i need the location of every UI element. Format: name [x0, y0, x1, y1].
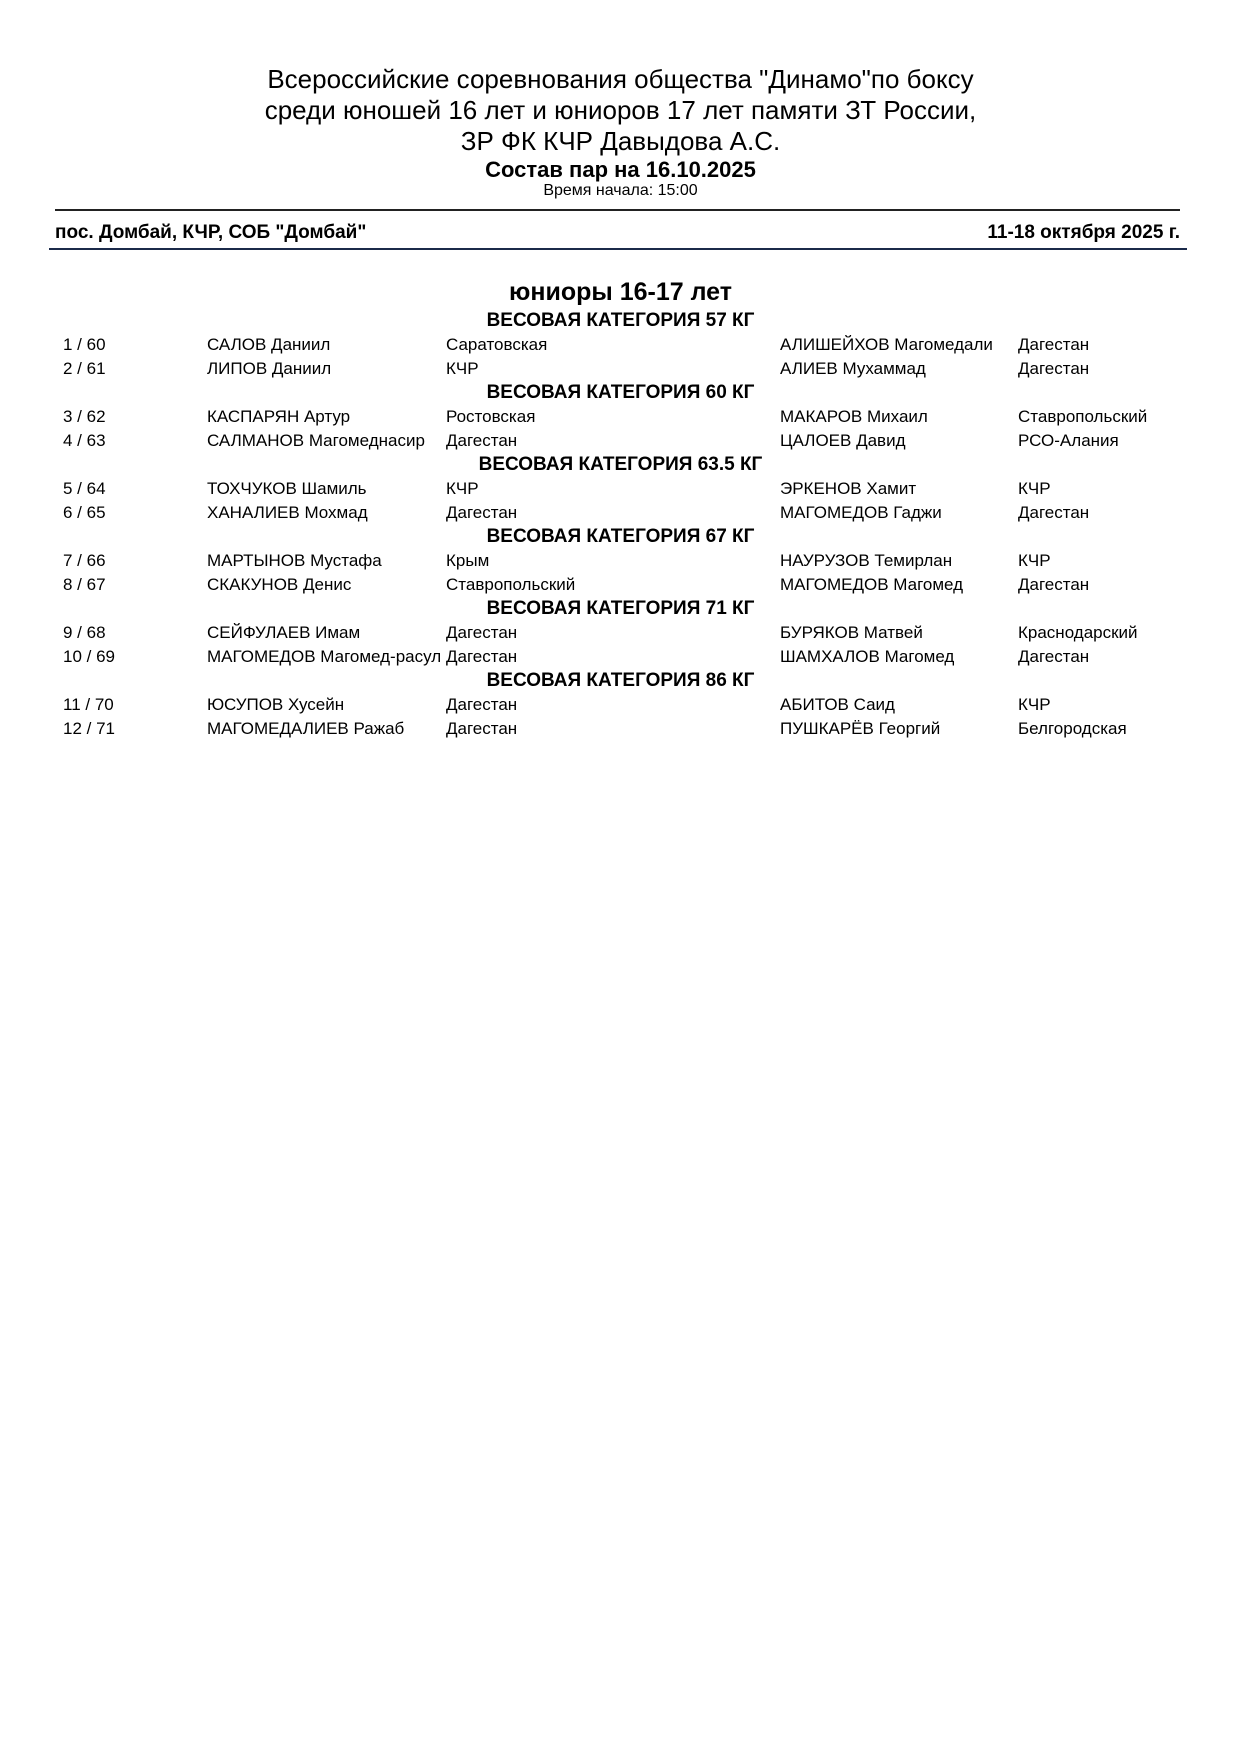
weight-category-heading: ВЕСОВАЯ КАТЕГОРИЯ 63.5 КГ: [478, 454, 763, 475]
weight-category-heading: ВЕСОВАЯ КАТЕГОРИЯ 86 КГ: [486, 670, 755, 691]
weight-category-heading: ВЕСОВАЯ КАТЕГОРИЯ 67 КГ: [486, 526, 755, 547]
bout-number: 8 / 67: [63, 575, 106, 594]
venue-row: [55, 222, 1180, 244]
red-corner-team: Дагестан: [446, 719, 518, 738]
red-corner-name: ЮСУПОВ Хусейн: [207, 695, 345, 714]
top-divider: [55, 209, 1180, 211]
title-line-1: Всероссийские соревнования общества "Динамо"по боксу: [267, 64, 974, 94]
blue-corner-name: ШАМХАЛОВ Магомед: [780, 647, 955, 666]
blue-corner-name: МАГОМЕДОВ Гаджи: [780, 503, 942, 522]
red-corner-team: Ростовская: [446, 407, 536, 426]
red-corner-team: Саратовская: [446, 335, 548, 354]
red-corner-name: МАГОМЕДОВ Магомед-расул: [207, 647, 442, 666]
blue-corner-team: КЧР: [1018, 695, 1051, 714]
bout-number: 5 / 64: [63, 479, 106, 498]
bout-row: [0, 405, 1241, 429]
weight-category-heading: ВЕСОВАЯ КАТЕГОРИЯ 60 КГ: [486, 382, 755, 403]
venue: пос. Домбай, КЧР, СОБ "Домбай": [55, 222, 367, 243]
red-corner-team: Крым: [446, 551, 490, 570]
blue-corner-team: Дагестан: [1018, 335, 1090, 354]
red-corner-team: Дагестан: [446, 647, 518, 666]
age-group-title: юниоры 16-17 лет: [509, 278, 732, 306]
bouts-list: [0, 309, 1241, 741]
blue-corner-name: АБИТОВ Саид: [780, 695, 895, 714]
title-line-2: среди юношей 16 лет и юниоров 17 лет памяти ЗТ России,: [264, 95, 977, 125]
red-corner-name: СЕЙФУЛАЕВ Имам: [207, 623, 361, 642]
red-corner-name: САЛОВ Даниил: [207, 335, 331, 354]
red-corner-team: Дагестан: [446, 623, 518, 642]
title-line-3: ЗР ФК КЧР Давыдова А.С.: [460, 126, 781, 156]
blue-corner-team: Дагестан: [1018, 503, 1090, 522]
bout-number: 11 / 70: [63, 695, 114, 714]
red-corner-name: МАРТЫНОВ Мустафа: [207, 551, 382, 570]
event-dates: 11-18 октября 2025 г.: [987, 222, 1180, 243]
red-corner-name: СКАКУНОВ Денис: [207, 575, 352, 594]
blue-corner-name: НАУРУЗОВ Темирлан: [780, 551, 953, 570]
red-corner-name: ЛИПОВ Даниил: [207, 359, 332, 378]
red-corner-team: КЧР: [446, 359, 479, 378]
bout-row: [0, 477, 1241, 501]
red-corner-name: ТОХЧУКОВ Шамиль: [207, 479, 367, 498]
blue-corner-team: КЧР: [1018, 479, 1051, 498]
blue-corner-team: РСО-Алания: [1018, 431, 1119, 450]
red-corner-name: МАГОМЕДАЛИЕВ Ражаб: [207, 719, 405, 738]
bottom-divider: [49, 248, 1187, 250]
blue-corner-name: МАГОМЕДОВ Магомед: [780, 575, 964, 594]
bout-number: 7 / 66: [63, 551, 106, 570]
blue-corner-team: Дагестан: [1018, 647, 1090, 666]
bout-number: 3 / 62: [63, 407, 106, 426]
weight-category-heading: ВЕСОВАЯ КАТЕГОРИЯ 71 КГ: [486, 598, 755, 619]
bout-number: 4 / 63: [63, 431, 106, 450]
red-corner-name: САЛМАНОВ Магомеднасир: [207, 431, 425, 450]
red-corner-team: Ставропольский: [446, 575, 576, 594]
bout-row: [0, 717, 1241, 741]
red-corner-name: КАСПАРЯН Артур: [207, 407, 351, 426]
red-corner-team: Дагестан: [446, 695, 518, 714]
blue-corner-name: БУРЯКОВ Матвей: [780, 623, 923, 642]
bout-number: 1 / 60: [63, 335, 106, 354]
bout-row: [0, 573, 1241, 597]
red-corner-team: Дагестан: [446, 503, 518, 522]
blue-corner-name: МАКАРОВ Михаил: [780, 407, 928, 426]
blue-corner-name: АЛИШЕЙХОВ Магомедали: [780, 335, 993, 354]
pairings-date-title: Состав пар на 16.10.2025: [485, 157, 756, 182]
blue-corner-team: КЧР: [1018, 551, 1051, 570]
bout-number: 9 / 68: [63, 623, 106, 642]
blue-corner-team: Дагестан: [1018, 359, 1090, 378]
blue-corner-name: ЦАЛОЕВ Давид: [780, 431, 906, 450]
blue-corner-team: Краснодарский: [1018, 623, 1138, 642]
blue-corner-team: Дагестан: [1018, 575, 1090, 594]
blue-corner-team: Ставропольский: [1018, 407, 1148, 426]
bout-number: 10 / 69: [63, 647, 115, 666]
red-corner-team: КЧР: [446, 479, 479, 498]
red-corner-team: Дагестан: [446, 431, 518, 450]
bout-row: [0, 333, 1241, 357]
red-corner-name: ХАНАЛИЕВ Мохмад: [207, 503, 368, 522]
bout-row: [0, 357, 1241, 381]
bout-row: [0, 549, 1241, 573]
bout-number: 6 / 65: [63, 503, 106, 522]
blue-corner-name: ЭРКЕНОВ Хамит: [780, 479, 917, 498]
blue-corner-name: ПУШКАРЁВ Георгий: [780, 719, 941, 738]
blue-corner-team: Белгородская: [1018, 719, 1127, 738]
start-time: Время начала: 15:00: [543, 182, 698, 199]
bout-row: [0, 621, 1241, 645]
bout-number: 2 / 61: [63, 359, 106, 378]
blue-corner-name: АЛИЕВ Мухаммад: [780, 359, 926, 378]
bout-number: 12 / 71: [63, 719, 115, 738]
bout-row: [0, 501, 1241, 525]
bout-row: [0, 429, 1241, 453]
document-header: [0, 64, 1241, 200]
weight-category-heading: ВЕСОВАЯ КАТЕГОРИЯ 57 КГ: [486, 310, 755, 331]
bout-row: [0, 693, 1241, 717]
bout-row: [0, 645, 1241, 669]
